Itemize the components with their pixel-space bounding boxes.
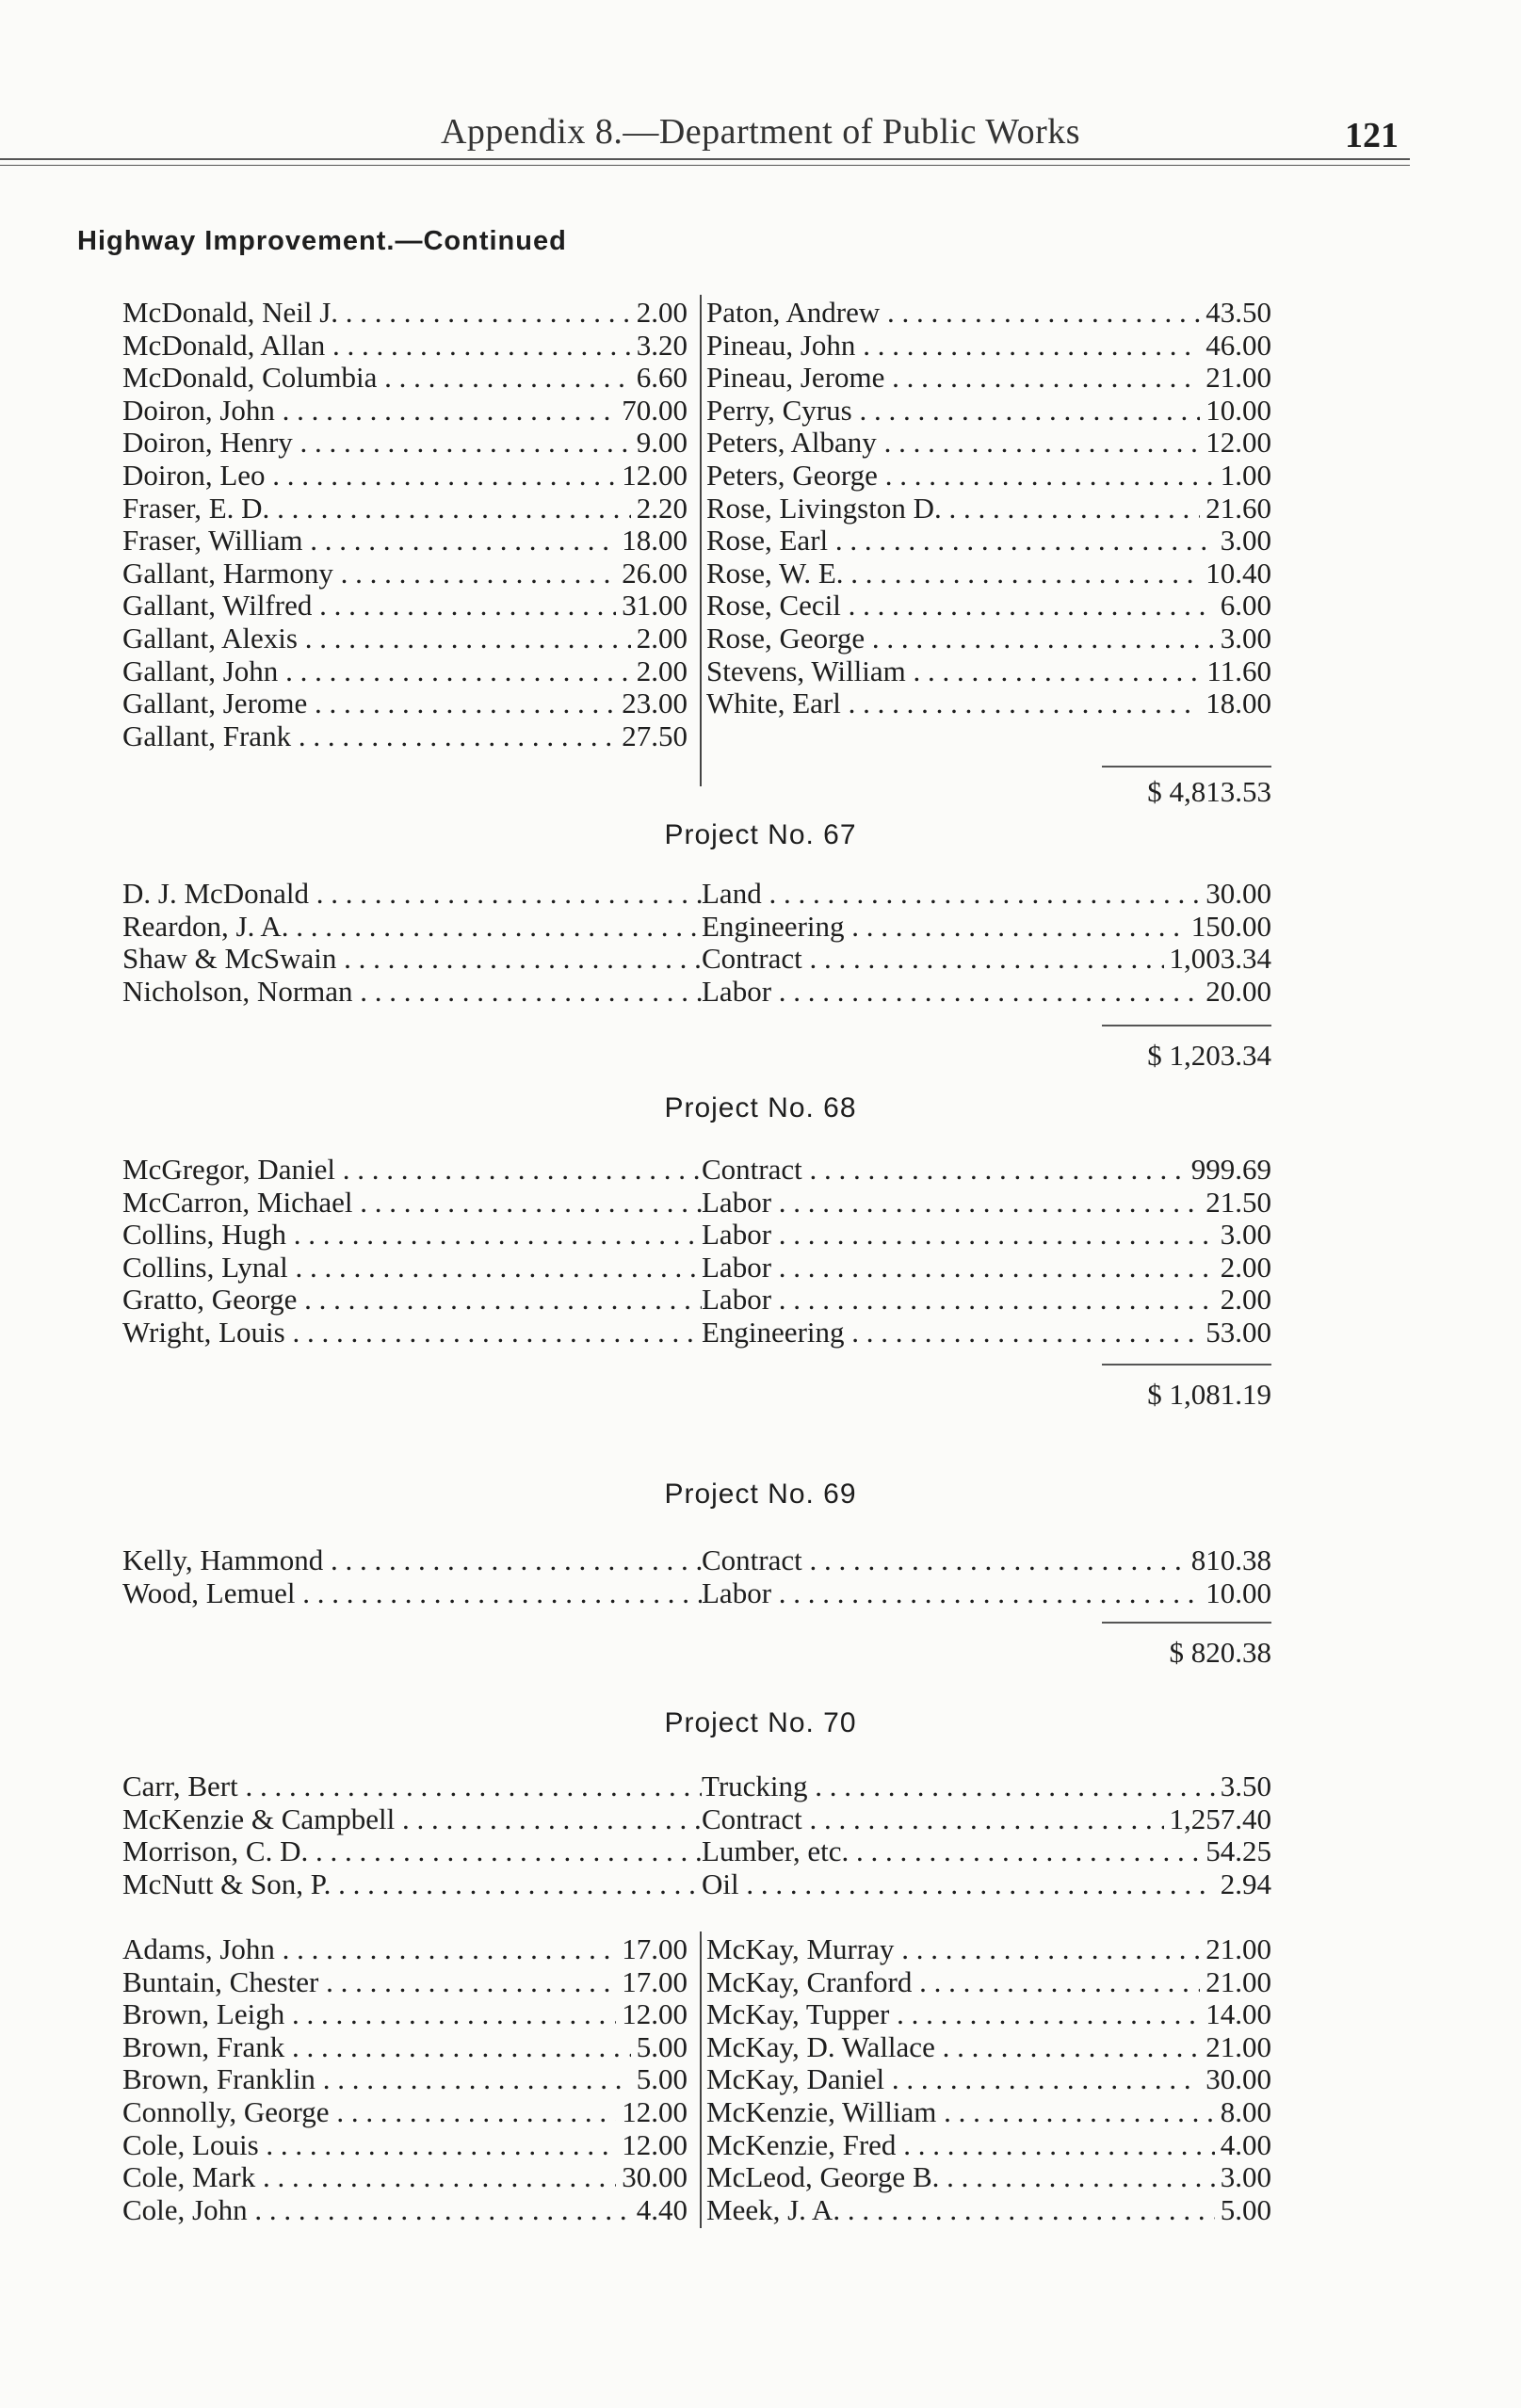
table-row	[122, 1835, 1271, 1867]
payee-name: Nicholson, Norman . . .	[122, 976, 702, 1008]
project-title: Project No. 67	[664, 819, 857, 850]
amount: 30.00	[616, 2161, 688, 2193]
payee-name: White, Earl . . .	[706, 687, 1271, 719]
payee-name: Morrison, C. D. . . .	[122, 1835, 702, 1867]
amount: 3.00	[1215, 2161, 1271, 2193]
amount: 8.00	[1215, 2096, 1271, 2128]
header-rule-thin	[0, 165, 1410, 166]
payee-name: Carr, Bert . . .	[122, 1770, 702, 1802]
list-item	[122, 590, 688, 622]
payee-name: Stevens, William . . .	[706, 655, 1271, 687]
amount: 810.38	[1186, 1544, 1271, 1576]
amount: 31.00	[616, 590, 688, 622]
list-item	[122, 1998, 688, 2030]
table-row	[122, 1187, 1271, 1219]
payee-name: Gratto, George . . .	[122, 1284, 702, 1316]
project-total: $ 820.38	[1169, 1636, 1271, 1669]
column-divider	[700, 1931, 702, 2228]
expense-type: Trucking . . .	[702, 1770, 1224, 1802]
amount: 23.00	[616, 687, 688, 719]
table-row	[122, 1544, 1271, 1576]
payee-name: Gallant, Jerome . . .	[122, 687, 688, 719]
payee-name: McKay, Murray . . .	[706, 1933, 1271, 1965]
payee-name: Pineau, Jerome . . .	[706, 362, 1271, 394]
expense-type: Labor . . .	[702, 1187, 1224, 1219]
amount: 70.00	[616, 395, 688, 427]
payee-name: Wright, Louis . . .	[122, 1317, 702, 1349]
amount: 53.00	[1200, 1317, 1271, 1349]
amount: 30.00	[1200, 2063, 1271, 2095]
payee-name: Rose, Livingston D. . . .	[706, 493, 1271, 525]
list-item	[706, 2194, 1271, 2226]
payee-name: McKay, Tupper . . .	[706, 1998, 1271, 2030]
project-total: $ 1,081.19	[1147, 1378, 1271, 1411]
list-item	[122, 330, 688, 362]
payee-name: McGregor, Daniel . . .	[122, 1154, 702, 1186]
list-item	[122, 558, 688, 590]
list-item	[706, 558, 1271, 590]
amount: 21.60	[1200, 493, 1271, 525]
payee-name: Gallant, Alexis . . .	[122, 622, 688, 655]
list-item	[122, 2063, 688, 2095]
list-item	[122, 622, 688, 655]
expense-type: Engineering . . .	[702, 911, 1224, 943]
amount: 3.00	[1215, 622, 1271, 655]
amount: 3.00	[1215, 525, 1271, 557]
column-divider	[700, 295, 702, 786]
payee-name: McKenzie, Fred . . .	[706, 2129, 1271, 2161]
amount: 1,257.40	[1164, 1803, 1272, 1835]
amount: 10.00	[1200, 1577, 1271, 1609]
payee-name: McKenzie, William . . .	[706, 2096, 1271, 2128]
list-item	[122, 655, 688, 687]
amount: 54.25	[1200, 1835, 1271, 1867]
list-item	[706, 2129, 1271, 2161]
header-rule	[0, 158, 1410, 160]
list-item	[706, 297, 1271, 329]
list-item	[706, 427, 1271, 459]
list-item	[122, 460, 688, 492]
project-title: Project No. 70	[664, 1707, 857, 1738]
total-rule	[1102, 1622, 1271, 1624]
list-item	[706, 2161, 1271, 2193]
list-item	[706, 2096, 1271, 2128]
amount: 21.00	[1200, 1933, 1271, 1965]
amount: 10.00	[1200, 395, 1271, 427]
table-row	[122, 1219, 1271, 1251]
list-item	[706, 330, 1271, 362]
expense-type: Lumber, etc. . . .	[702, 1835, 1224, 1867]
expense-type: Labor . . .	[702, 1577, 1224, 1609]
payee-name: Buntain, Chester . . .	[122, 1966, 688, 1998]
amount: 9.00	[631, 427, 688, 459]
amount: 2.20	[631, 493, 688, 525]
payee-name: Perry, Cyrus . . .	[706, 395, 1271, 427]
payee-name: Reardon, J. A. . . .	[122, 911, 702, 943]
list-item	[706, 525, 1271, 557]
project-title: Project No. 69	[664, 1479, 857, 1510]
amount: 12.00	[616, 2096, 688, 2128]
table-row	[122, 1154, 1271, 1186]
expense-type: Contract . . .	[702, 1544, 1224, 1576]
table-row	[122, 1252, 1271, 1284]
list-item	[122, 2096, 688, 2128]
list-item	[122, 687, 688, 719]
payee-name: Collins, Hugh . . .	[122, 1219, 702, 1251]
amount: 17.00	[616, 1933, 688, 1965]
payee-name: Adams, John . . .	[122, 1933, 688, 1965]
amount: 18.00	[616, 525, 688, 557]
amount: 4.40	[631, 2194, 688, 2226]
payee-name: Brown, Franklin . . .	[122, 2063, 688, 2095]
amount: 27.50	[616, 720, 688, 752]
table-row	[122, 943, 1271, 975]
amount: 20.00	[1200, 976, 1271, 1008]
payee-name: Fraser, William . . .	[122, 525, 688, 557]
expense-type: Labor . . .	[702, 1219, 1224, 1251]
payee-name: Paton, Andrew . . .	[706, 297, 1271, 329]
list-item	[122, 493, 688, 525]
list-item	[706, 460, 1271, 492]
payee-name: Cole, John . . .	[122, 2194, 688, 2226]
list-item	[122, 2194, 688, 2226]
expense-type: Contract . . .	[702, 1154, 1224, 1186]
list-item	[122, 1966, 688, 1998]
list-item	[706, 493, 1271, 525]
expense-type: Contract . . .	[702, 1803, 1224, 1835]
payee-name: Doiron, Leo . . .	[122, 460, 688, 492]
table-row	[122, 1284, 1271, 1316]
payee-name: Collins, Lynal . . .	[122, 1252, 702, 1284]
payee-name: McKay, Daniel . . .	[706, 2063, 1271, 2095]
list-item	[122, 2161, 688, 2193]
amount: 12.00	[616, 1998, 688, 2030]
amount: 2.00	[631, 622, 688, 655]
list-item	[706, 687, 1271, 719]
amount: 5.00	[631, 2031, 688, 2063]
payee-name: Brown, Frank . . .	[122, 2031, 688, 2063]
list-item	[122, 525, 688, 557]
amount: 150.00	[1186, 911, 1271, 943]
list-item	[706, 655, 1271, 687]
list-item	[706, 590, 1271, 622]
payee-name: McKenzie & Campbell . . .	[122, 1803, 702, 1835]
payee-name: Doiron, John . . .	[122, 395, 688, 427]
total-rule	[1102, 766, 1271, 768]
amount: 6.60	[631, 362, 688, 394]
payee-name: Gallant, John . . .	[122, 655, 688, 687]
amount: 999.69	[1186, 1154, 1271, 1186]
amount: 6.00	[1215, 590, 1271, 622]
payee-name: Gallant, Harmony . . .	[122, 558, 688, 590]
expense-type: Engineering . . .	[702, 1317, 1224, 1349]
amount: 12.00	[616, 460, 688, 492]
expense-type: Land . . .	[702, 878, 1224, 910]
payee-name: Rose, Cecil . . .	[706, 590, 1271, 622]
expense-type: Oil . . .	[702, 1868, 1224, 1900]
list-item	[122, 1933, 688, 1965]
payee-name: Rose, W. E. . . .	[706, 558, 1271, 590]
amount: 12.00	[616, 2129, 688, 2161]
expense-type: Labor . . .	[702, 1252, 1224, 1284]
amount: 21.50	[1200, 1187, 1271, 1219]
amount: 26.00	[616, 558, 688, 590]
payee-name: McDonald, Neil J. . . .	[122, 297, 688, 329]
table-row	[122, 878, 1271, 910]
payee-name: Fraser, E. D. . . .	[122, 493, 688, 525]
table-row	[122, 1577, 1271, 1609]
amount: 21.00	[1200, 1966, 1271, 1998]
amount: 30.00	[1200, 878, 1271, 910]
amount: 2.00	[631, 655, 688, 687]
table-row	[122, 1803, 1271, 1835]
section-heading: Highway Improvement.—Continued	[77, 226, 567, 256]
expense-type: Labor . . .	[702, 976, 1224, 1008]
page-number: 121	[1345, 116, 1399, 155]
payee-name: Cole, Louis . . .	[122, 2129, 688, 2161]
amount: 4.00	[1215, 2129, 1271, 2161]
payee-name: Peters, George . . .	[706, 460, 1271, 492]
list-item	[122, 2031, 688, 2063]
payee-name: McCarron, Michael . . .	[122, 1187, 702, 1219]
amount: 3.20	[631, 330, 688, 362]
payee-name: Shaw & McSwain . . .	[122, 943, 702, 975]
list-item	[122, 720, 688, 752]
payee-name: Rose, George . . .	[706, 622, 1271, 655]
payee-name: McKay, Cranford . . .	[706, 1966, 1271, 1998]
amount: 2.00	[1215, 1284, 1271, 1316]
amount: 2.00	[1215, 1252, 1271, 1284]
table-row	[122, 1770, 1271, 1802]
list-item	[706, 2063, 1271, 2095]
list-item	[706, 395, 1271, 427]
table-row	[122, 1317, 1271, 1349]
payee-name: D. J. McDonald . . .	[122, 878, 702, 910]
amount: 1,003.34	[1164, 943, 1272, 975]
payee-name: McLeod, George B. . . .	[706, 2161, 1271, 2193]
expense-type: Labor . . .	[702, 1284, 1224, 1316]
amount: 21.00	[1200, 2031, 1271, 2063]
amount: 46.00	[1200, 330, 1271, 362]
list-item	[122, 427, 688, 459]
payee-name: Doiron, Henry . . .	[122, 427, 688, 459]
table-row	[122, 1868, 1271, 1900]
amount: 14.00	[1200, 1998, 1271, 2030]
payee-name: Brown, Leigh . . .	[122, 1998, 688, 2030]
amount: 2.94	[1215, 1868, 1271, 1900]
table-row	[122, 911, 1271, 943]
amount: 1.00	[1215, 460, 1271, 492]
list-item	[706, 1933, 1271, 1965]
list-item	[122, 362, 688, 394]
payee-name: McKay, D. Wallace . . .	[706, 2031, 1271, 2063]
payee-name: Gallant, Wilfred . . .	[122, 590, 688, 622]
list-item	[706, 362, 1271, 394]
amount: 12.00	[1200, 427, 1271, 459]
payee-name: Rose, Earl . . .	[706, 525, 1271, 557]
payee-name: McNutt & Son, P. . . .	[122, 1868, 702, 1900]
amount: 3.00	[1215, 1219, 1271, 1251]
amount: 10.40	[1200, 558, 1271, 590]
payee-name: Peters, Albany . . .	[706, 427, 1271, 459]
amount: 5.00	[1215, 2194, 1271, 2226]
amount: 43.50	[1200, 297, 1271, 329]
payee-name: Kelly, Hammond . . .	[122, 1544, 702, 1576]
payee-name: Cole, Mark . . .	[122, 2161, 688, 2193]
payee-name: Connolly, George . . .	[122, 2096, 688, 2128]
table-row	[122, 976, 1271, 1008]
page-title: Appendix 8.—Department of Public Works	[440, 112, 1081, 152]
project-total: $ 1,203.34	[1147, 1039, 1271, 1072]
total-rule	[1102, 1364, 1271, 1366]
list-item	[706, 1998, 1271, 2030]
list-item	[706, 2031, 1271, 2063]
amount: 3.50	[1215, 1770, 1271, 1802]
list-item	[122, 297, 688, 329]
amount: 2.00	[631, 297, 688, 329]
payee-name: McDonald, Allan . . .	[122, 330, 688, 362]
payee-name: McDonald, Columbia . . .	[122, 362, 688, 394]
amount: 18.00	[1200, 687, 1271, 719]
payee-name: Wood, Lemuel . . .	[122, 1577, 702, 1609]
list-item	[122, 2129, 688, 2161]
project-title: Project No. 68	[664, 1092, 857, 1123]
payee-name: Pineau, John . . .	[706, 330, 1271, 362]
total-rule	[1102, 1025, 1271, 1026]
project-total: $ 4,813.53	[1147, 774, 1271, 808]
list-item	[706, 622, 1271, 655]
amount: 17.00	[616, 1966, 688, 1998]
payee-name: Meek, J. A. . . .	[706, 2194, 1271, 2226]
amount: 21.00	[1200, 362, 1271, 394]
amount: 11.60	[1201, 655, 1271, 687]
list-item	[706, 1966, 1271, 1998]
list-item	[122, 395, 688, 427]
expense-type: Contract . . .	[702, 943, 1224, 975]
payee-name: Gallant, Frank . . .	[122, 720, 688, 752]
amount: 5.00	[631, 2063, 688, 2095]
